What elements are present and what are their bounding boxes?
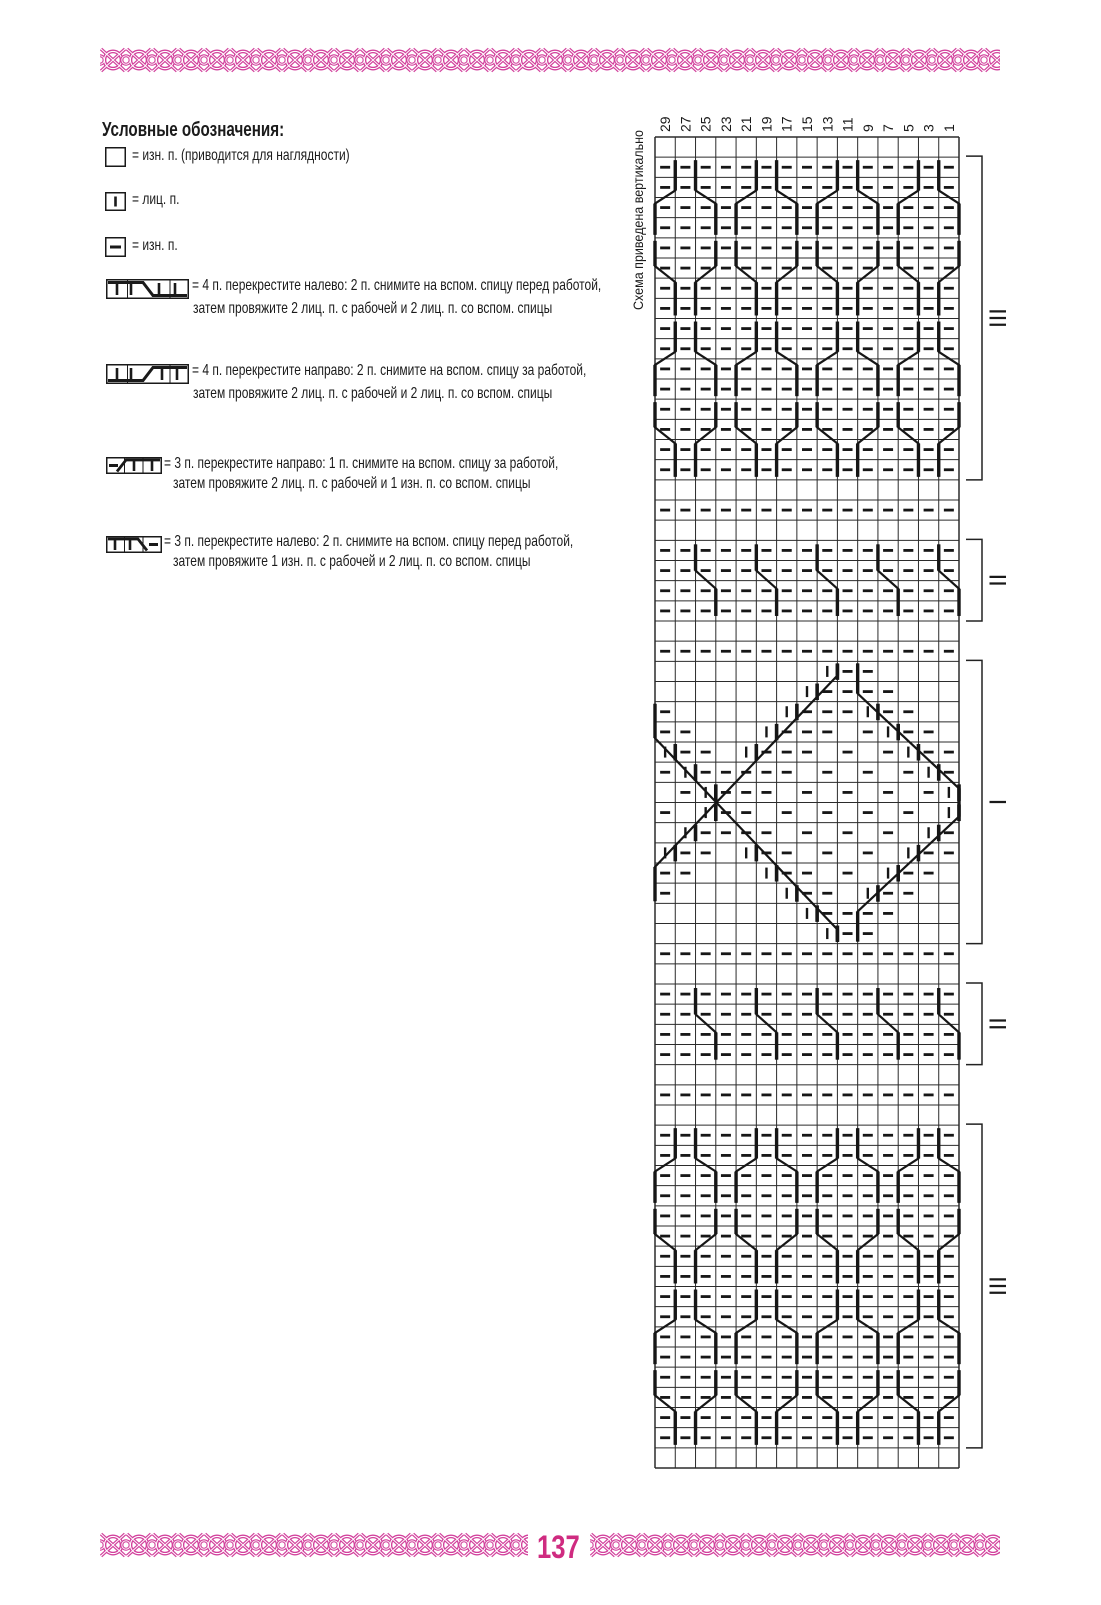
bracket-line — [966, 1124, 982, 1448]
cable-path — [939, 988, 959, 1060]
shift-cable — [817, 988, 837, 1060]
legend-text: = изн. п. — [132, 237, 178, 254]
shift-cable — [696, 988, 716, 1060]
section-bracket — [966, 1124, 1011, 1448]
column-label: 3 — [920, 124, 937, 132]
legend-text: затем провяжите 1 изн. п. с рабочей и 2 лиц. п. со вспом. спицы — [173, 553, 531, 570]
column-labels — [657, 116, 957, 132]
bracket-line — [966, 983, 982, 1065]
column-label: 15 — [799, 116, 815, 132]
column-label: 23 — [717, 116, 734, 132]
cable-path — [756, 988, 776, 1060]
legend-text: затем провяжите 2 лиц. п. с рабочей и 2 лиц. п. со вспом. спицы — [193, 300, 553, 317]
shift-cable — [756, 988, 776, 1060]
cable-path — [878, 988, 898, 1060]
legend-text: затем провяжите 2 лиц. п. с рабочей и 1 изн. п. со вспом. спицы — [173, 475, 531, 492]
cable-path — [696, 988, 716, 1060]
legend-text: = 4 п. перекрестите направо: 2 п. снимите на вспом. спицу за работой, — [192, 362, 587, 379]
knot-ornament — [512, 1534, 528, 1556]
section-label: II — [983, 573, 1011, 587]
column-label: 11 — [839, 117, 856, 132]
column-label: 19 — [758, 116, 775, 132]
column-label: 9 — [859, 124, 876, 132]
legend-text: = 3 п. перекрестите направо: 1 п. снимите на вспом. спицу за работой, — [164, 455, 559, 472]
legend-title: Условные обозначения: — [102, 119, 285, 141]
celtic-knot-border-bottom-left — [100, 1531, 528, 1559]
page-number: 137 — [537, 1529, 580, 1565]
section-bracket — [966, 156, 1011, 480]
legend-text: = изн. п. (приводится для наглядности) — [132, 147, 350, 164]
column-label: 25 — [697, 116, 714, 132]
knot-ornament — [976, 1534, 1000, 1556]
legend-text: = 3 п. перекрестите налево: 2 п. снимите на вспом. спицу перед работой, — [164, 533, 574, 550]
section-bracket — [966, 539, 1011, 621]
shift-cable — [939, 988, 959, 1060]
legend-text: затем провяжите 2 лиц. п. с рабочей и 2 лиц. п. со вспом. спицы — [193, 385, 553, 402]
column-label: 21 — [738, 116, 755, 132]
section-label: I — [983, 798, 1011, 806]
column-label: 27 — [677, 116, 694, 132]
column-label: 17 — [778, 116, 795, 132]
bracket-line — [966, 539, 982, 621]
section-bracket — [966, 983, 1011, 1065]
column-label: 7 — [880, 124, 897, 132]
bracket-line — [966, 660, 982, 943]
cable-path — [817, 988, 837, 1060]
column-label: 1 — [940, 124, 957, 132]
section-bracket — [966, 660, 1011, 943]
section-brackets — [966, 156, 1011, 1448]
shift-cable — [878, 988, 898, 1060]
column-label: 13 — [819, 116, 836, 132]
section-label: III — [983, 1275, 1011, 1297]
chart-grid — [655, 137, 959, 1468]
legend-text: = 4 п. перекрестите налево: 2 п. снимите на вспом. спицу перед работой, — [192, 277, 602, 294]
section-label: III — [983, 307, 1011, 329]
column-label: 29 — [657, 116, 674, 132]
column-label: 5 — [900, 124, 917, 132]
chart-orientation-note: Схема приведена вертикально — [630, 108, 646, 310]
bracket-line — [966, 156, 982, 480]
section-label: II — [983, 1017, 1011, 1031]
legend-text: = лиц. п. — [132, 191, 180, 208]
celtic-knot-border-bottom-right — [590, 1531, 1000, 1559]
